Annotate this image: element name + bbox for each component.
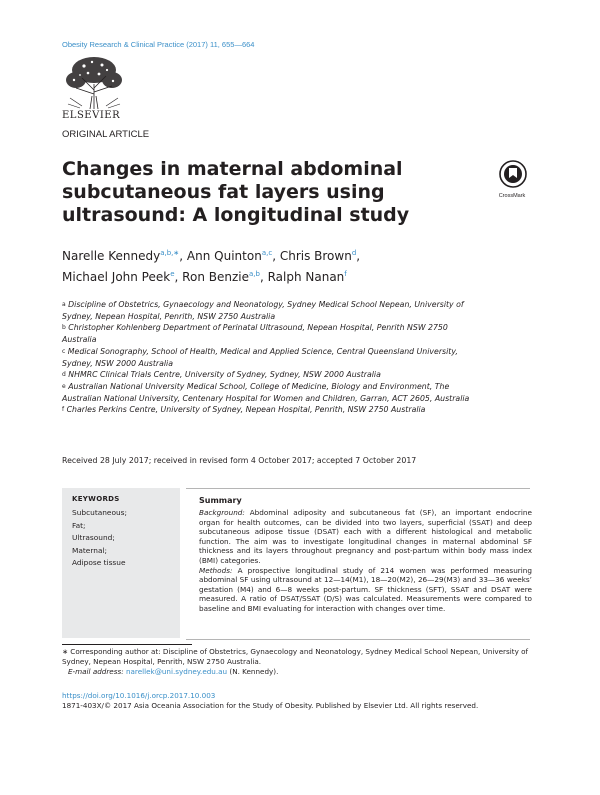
keyword-item: Subcutaneous; bbox=[72, 508, 128, 517]
keywords-list bbox=[72, 507, 127, 570]
author[interactable]: Michael John Peek$^e$, bbox=[62, 270, 183, 284]
keyword-item: Ultrasound; bbox=[72, 533, 115, 542]
affiliation-item: $^c$ Medical Sonography, School of Health, Medical and Applied Science, Central Queensland University, Sydney, NSW 2000 Australia bbox=[62, 346, 458, 368]
elsevier-tree-logo bbox=[62, 54, 126, 110]
keyword-item: Maternal; bbox=[72, 545, 108, 555]
affiliation-item: $^e$ Australian National University Medical School, College of Medicine, Biology and Environment, The Australian National University, Centenary Hospital for Women and Children, Garran, ACT 2605, Australia bbox=[62, 381, 470, 403]
author[interactable]: Ann Quinton$^{a,c}$, bbox=[186, 249, 280, 263]
email-link[interactable]: narellek@uni.sydney.edu.au bbox=[125, 667, 228, 676]
keywords-heading: KEYWORDS bbox=[72, 495, 120, 503]
copyright-notice: 1871-403X/© 2017 Asia Oceania Association for the Study of Obesity. Published by Elsevier Ltd. All rights reserved. bbox=[62, 701, 479, 710]
author-list bbox=[62, 244, 532, 286]
doi-link[interactable]: https://doi.org/10.1016/j.orcp.2017.10.003 bbox=[62, 691, 216, 700]
article-type: ORIGINAL ARTICLE bbox=[62, 129, 150, 140]
author[interactable]: Ralph Nanan$^f$ bbox=[267, 270, 347, 284]
author[interactable]: Narelle Kennedy$^{a,b,∗}$, bbox=[62, 249, 187, 263]
article-title: Changes in maternal abdominal subcutaneous fat layers using ultrasound: A longitudinal study bbox=[62, 158, 410, 226]
author[interactable]: Ron Benzie$^{a,b}$, bbox=[182, 270, 268, 284]
keywords-box bbox=[62, 488, 180, 638]
publisher-name: ELSEVIER bbox=[62, 110, 121, 121]
author[interactable]: Chris Brown$^d$, bbox=[279, 249, 361, 263]
keyword-item: Adipose tissue bbox=[72, 558, 126, 567]
crossmark-label: CrossMark bbox=[498, 193, 526, 199]
summary-methods: Methods: A prospective longitudinal study of 214 women was performed measuring abdominal SF using ultrasound at 12—14(M1), 18—20(M2), 26—29(M3) and 33—36 weeks’ gestation (M4) and 6—8 weeks post-partum. SF thickness (SFT), SSAT and DSAT were measured. A ratio of DSAT/SSAT (D/S) was calculated. Measurements were compared to baseline and BMI evaluating for interaction with changes over time. bbox=[199, 565, 532, 613]
summary-background: Background: Abdominal adiposity and subcutaneous fat (SF), an important endocrine organ for health outcomes, can be divided into two layers, superficial (SSAT) and deep subcutaneous adipose tissue (DSAT) each with a different histological and metabolic function. The aim was to investigate longitudinal changes in maternal abdominal SF thickness and its layers throughout pregnancy and post-partum within body mass index (BMI) categories. bbox=[199, 508, 532, 565]
affiliation-item: $^f$ Charles Perkins Centre, University of Sydney, Nepean Hospital, Penrith, NSW 2750 Australia bbox=[62, 405, 426, 415]
summary-box bbox=[186, 488, 530, 640]
corresponding-author-footnote: ∗ Corresponding author at: Discipline of Obstetrics, Gynaecology and Neonatology, Sydney Medical School Nepean, University of Sydney, Nepean Hospital, Penrith, NSW 2750 Australia. E-mail address: narellek@uni.sydney.edu.au (N. Kennedy). bbox=[62, 647, 529, 676]
affiliation-item: $^b$ Christopher Kohlenberg Department of Perinatal Ultrasound, Nepean Hospital, Penrith NSW 2750 Australia bbox=[62, 323, 448, 345]
summary-heading: Summary bbox=[199, 496, 242, 505]
keyword-item: Fat; bbox=[72, 520, 86, 530]
affiliation-item: $^d$ NHMRC Clinical Trials Centre, University of Sydney, Sydney, NSW 2000 Australia bbox=[62, 370, 381, 380]
summary-body bbox=[199, 508, 532, 614]
affiliation-item: $^a$ Discipline of Obstetrics, Gynaecology and Neonatology, Sydney Medical School Nepean, University of Sydney, Nepean Hospital, Penrith, NSW 2750 Australia bbox=[62, 300, 464, 321]
footnote-divider bbox=[62, 644, 192, 645]
crossmark-icon[interactable] bbox=[498, 160, 528, 196]
affiliations bbox=[62, 299, 482, 416]
article-dates: Received 28 July 2017; received in revised form 4 October 2017; accepted 7 October 2017 bbox=[62, 456, 417, 465]
journal-reference[interactable]: Obesity Research & Clinical Practice (2017) 11, 655—664 bbox=[62, 40, 255, 49]
